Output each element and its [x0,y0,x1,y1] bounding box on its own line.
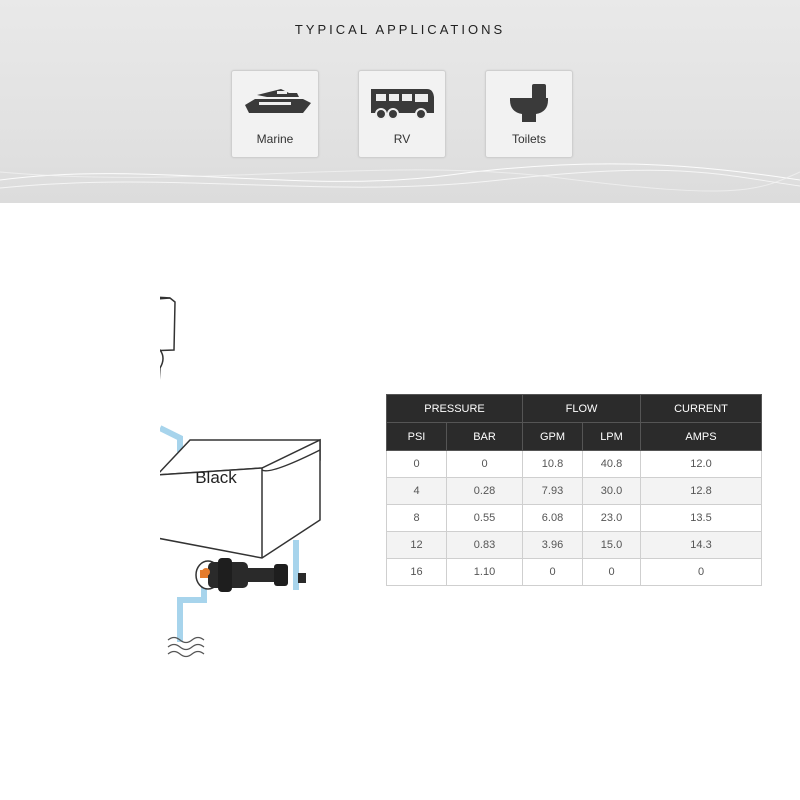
table-column-header [387,423,762,451]
tank-label: Black [195,468,237,487]
table-row [387,559,762,586]
app-card-marine [231,70,319,158]
table-cell: 0 [523,559,583,586]
toilet-icon [160,297,175,445]
table-cell: 12 [387,532,447,559]
group-pressure: PRESSURE [387,395,523,423]
table-cell: 0.83 [447,532,523,559]
app-card-rv [358,70,446,158]
table-cell: 14.3 [641,532,762,559]
table-row [387,505,762,532]
app-label: Toilets [511,132,546,146]
table-cell: 0.55 [447,505,523,532]
table-row [387,478,762,505]
table-cell: 6.08 [523,505,583,532]
column-header: GPM [523,423,583,451]
table-row [387,532,762,559]
table-group-header [387,395,762,423]
column-header: AMPS [641,423,762,451]
table-cell: 40.8 [583,451,641,478]
table-cell: 0 [387,451,447,478]
column-header: BAR [447,423,523,451]
table-cell: 15.0 [583,532,641,559]
table-cell: 23.0 [583,505,641,532]
table-cell: 12.0 [641,451,762,478]
banner-title: TYPICAL APPLICATIONS [294,22,506,37]
app-label: Marine [256,132,294,146]
table-cell: 16 [387,559,447,586]
table-cell: 4 [387,478,447,505]
table-cell: 30.0 [583,478,641,505]
toilet-icon [486,81,572,125]
table-cell: 1.10 [447,559,523,586]
table-cell: 13.5 [641,505,762,532]
app-card-toilets [485,70,573,158]
yacht-icon [232,81,318,125]
pump-icon [196,558,306,592]
table-cell: 8 [387,505,447,532]
column-header: LPM [583,423,641,451]
bus-icon [359,81,445,125]
table-cell: 0 [583,559,641,586]
table-cell: 0 [447,451,523,478]
app-label: RV [393,132,411,146]
plumbing-diagram [160,290,345,665]
column-header: PSI [387,423,447,451]
table-cell: 7.93 [523,478,583,505]
applications-banner [0,0,800,203]
table-cell: 10.8 [523,451,583,478]
table-row [387,451,762,478]
table-cell: 3.96 [523,532,583,559]
table-cell: 12.8 [641,478,762,505]
performance-table [386,394,762,586]
table-cell: 0 [641,559,762,586]
group-current: CURRENT [641,395,762,423]
water-icon [168,638,204,657]
table-cell: 0.28 [447,478,523,505]
group-flow: FLOW [523,395,641,423]
